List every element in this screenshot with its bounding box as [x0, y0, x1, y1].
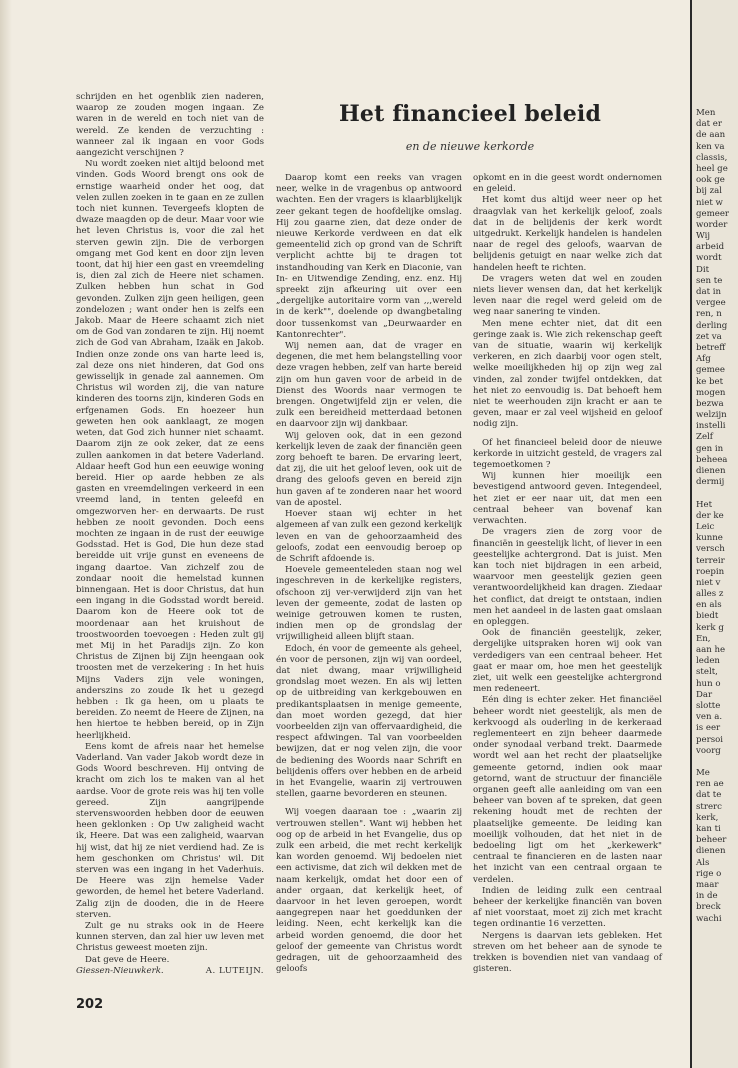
next-page-fragment: dat te — [696, 790, 722, 801]
next-page-fragment: beheer — [696, 835, 727, 846]
paragraph: Hoevele gemeenteleden staan nog wel ingeschreven in de kerkelijke registers, ofschoon zij ver-verwijderd zijn van het leven der gemeente, zodat de lasten op weinige getrouwen komen te rusten, indien men op de grondslag der vrijwilligheid alleen blijft staan. — [276, 565, 462, 643]
next-page-fragment — [696, 757, 729, 768]
next-page-fragment: voorg — [696, 745, 721, 756]
next-page-fragment: instelli — [696, 421, 726, 432]
paragraph: Zult ge nu straks ook in de Heere kunnen sterven, dan zal hier uw leven met Christus geweest moeten zijn. — [76, 921, 264, 954]
next-page-fragment: Dar — [696, 689, 713, 700]
paragraph: schrijden en het ogenblik zien naderen, waarop ze zouden mogen ingaan. Ze waren in de wereld en toch niet van de wereld. Ze kenden de verzuchting : wanneer zal ik ingaan en voor Gods aangezicht verschijnen ? — [76, 92, 264, 159]
next-page-fragment: der ke — [696, 510, 724, 521]
next-page-fragment: persoi — [696, 734, 724, 745]
paragraph: Dat geve de Heere. — [85, 954, 170, 965]
next-page-fragment: gen in — [696, 443, 724, 454]
next-page-fragment: Leic — [696, 521, 715, 532]
next-page-fragment: Men — [696, 108, 716, 118]
next-page-fragment: breck — [696, 902, 721, 913]
paragraph: Wij kunnen hier moeilijk een bevestigend antwoord geven. Integendeel, het ziet er eer naar uit, dat men een centraal beheer van bovenaf kan verwachten. — [473, 471, 662, 527]
paragraph: opkomt en in die geest wordt ondernomen en geleid. — [473, 173, 662, 195]
next-page-fragment: En, — [696, 633, 711, 644]
next-page-fragment: gemeer — [696, 208, 730, 219]
next-page-fragment: dat in — [696, 287, 722, 297]
next-page-fragment: alles z — [696, 589, 724, 600]
next-page-fragment: maar — [696, 879, 719, 890]
next-page-fragment: ook ge — [696, 175, 725, 186]
next-page-fragment: kunne — [696, 533, 723, 544]
next-page-fragment: dienen — [696, 846, 726, 857]
next-page-fragment: welzijn — [696, 410, 727, 421]
next-page-fragment: Me — [696, 768, 710, 779]
next-page-fragment: biedt — [696, 611, 719, 622]
text-column-middle — [276, 173, 462, 975]
next-page-fragment: terreir — [696, 555, 725, 566]
next-page-fragment: dienen — [696, 466, 726, 476]
page-number: 202 — [76, 997, 104, 1012]
next-page-fragment: betreff — [696, 342, 726, 353]
next-page-fragment: de aan — [696, 130, 726, 141]
next-page-fragment: dat er — [696, 119, 723, 130]
next-page-fragment: is eer — [696, 723, 721, 734]
next-page-fragment: mogen — [696, 387, 726, 398]
signature — [76, 966, 264, 977]
article-subtitle: en de nieuwe kerkorde — [405, 140, 535, 153]
next-page-fragment: slotte — [696, 700, 721, 711]
paragraph: Edoch, én voor de gemeente als geheel, én voor de personen, zijn wij van oordeel, dat niet dwang, maar vrijwilligheid grondslag moet wezen. En als wij letten op de uitbreiding van kerkgebouwen en predikantsplaatsen in menige gemeente, dan moet worden gezegd, dat hier voorbeelden zijn van offervaardigheid, die respect afdwingen. Tal van voorbeelden bewijzen, dat er nog velen zijn, die voor de bediening des Woords naar Schrift en belijdenis offers over hebben en de arbeid in het Evangelie, waarin zij vertrouwen stellen, gaarne bevorderen en steunen. — [276, 643, 462, 800]
paragraph: Nu wordt zoeken niet altijd beloond met vinden. Gods Woord brengt ons ook de ernstige waarheid onder het oog, dat velen zullen zoeken in te gaan en ze zullen toch niet kunnen. Tevergeefs klopten de dwaze maagden op de deur. Maar voor wie het leven Christus is, voor die zal het sterven gewin zijn. Die de verborgen omgang met God kent en door zijn leven toont, dat hij hier een gast en vreemdeling is, dien zal zich de Heere niet schamen. Zulken hebben hun schat in God gevonden. Zulken zijn geen heiligen, geen zondelozen ; want onder hen is zelfs een Jakob. Maar de Heere schaamt zich niet om de God van zondaren te zijn. Hij noemt zich de God van Abraham, Izaäk en Jakob. Indien onze zonde ons van harte leed is, zal deze ons niet hinderen, dat God ons gewisselijk in genade zal aannemen. Om Christus wil worden zij, die van nature kinderen des toorns zijn, kinderen Gods en erfgenamen Gods. En hoezeer hun geweten hen ook aanklaagt, ze mogen weten, dat God zich hunner niet schaamt. Daarom zijn ze ook zeker, dat ze eens zullen aankomen in dat betere Vaderland. Aldaar heeft God hun een eeuwige woning bereid. Hier op aarde hebben ze als gasten en vreemdelingen verkeerd in een vreemd land, in tenten geleefd en omgezworven her- en derwaarts. De rust hebben ze nooit gevonden. Doch eens mochten ze ingaan in de rust der eeuwige Godsstad. Het is God, Die hun deze stad bereidde uit vrije gunst en eveneens de ingang daartoe. Van zichzelf zou de zondaar nooit die hemelstad kunnen binnengaan. Het is door Christus, dat hun een ingang in die Godsstad wordt bereid. Daarom kon de Heere ook tot de moordenaar aan het kruishout de troostwoorden toevoegen : Heden zult gij met Mij in het Paradijs zijn. Zo kon Christus de Zijnen bij Zijn heengaan ook troosten met de verzekering : In het huis Mijns Vaders zijn vele woningen, anderszins zo zoude Ik het u gezegd hebben : Ik ga heen, om u plaats te bereiden. Zo neemt de Heere de Zijnen, na hen hiertoe te hebben bereid, op in Zijn heerlijkheid. — [76, 159, 264, 741]
paragraph: Men mene echter niet, dat dit een geringe zaak is. Wie zich rekenschap geeft van de situatie, waarin wij kerkelijk verkeren, en zich daarbij voor ogen stelt, welke moeilijkheden hij op zijn weg zal vinden, zal zonder twijfel ontdekken, dat het niet zo eenvoudig is. Dat behoeft hem niet te weerhouden zijn kracht er aan te geven, maar er zal veel wijsheid en geloof nodig zijn. — [473, 318, 662, 430]
next-page-edge — [692, 0, 738, 1068]
next-page-fragment: wordt — [696, 253, 722, 264]
paragraph: Het komt dus altijd weer neer op het draagvlak van het kerkelijk geloof, zoals dat in de belijdenis der kerk wordt uitgedrukt. Kerkelijk handelen is handelen naar de regel des geloofs, waarvan de belijdenis getuigt en naar welke zich dat handelen heeft te richten. — [473, 195, 662, 273]
next-page-fragment: ken va — [696, 141, 725, 152]
next-page-fragment: Dit — [696, 264, 710, 275]
next-page-fragment: ke bet — [696, 376, 724, 387]
page-fold — [0, 0, 12, 1068]
next-page-fragment: en als — [696, 600, 722, 611]
next-page-fragment: gemee — [696, 365, 725, 376]
paragraph: Wij nemen aan, dat de vrager en degenen, die met hem belangstelling voor deze vragen hebben, zelf van harte bereid zijn om hun gaven voor de arbeid in de Dienst des Woords naar vermogen te brengen. Ongetwijfeld zijn er velen, die zulk een bereidheid metterdaad betonen en daarvoor zijn wij dankbaar. — [276, 341, 462, 430]
paragraph: De vragers zien de zorg voor de financiën in geestelijk licht, of liever in een geestelijke achtergrond. Dat is juist. Men kan toch niet bijdragen in een arbeid, waarvoor men geestelijk gezien geen verantwoordelijkheid kan dragen. Ziedaar het conflict, dat dreigt te ontstaan, indien men het aandeel in de lasten gaat omslaan en opleggen. — [473, 527, 662, 627]
next-page-fragment: Als — [696, 857, 710, 868]
next-page-fragment: in de — [696, 891, 718, 902]
next-page-fragment: wachi — [696, 913, 722, 924]
next-page-fragment: stelt, — [696, 667, 718, 678]
next-page-fragment: niet v — [696, 577, 721, 588]
paragraph: Of het financieel beleid door de nieuwe kerkorde in uitzicht gesteld, de vragers zal tegemoetkomen ? — [473, 437, 662, 471]
next-page-fragment: ren ae — [696, 779, 724, 790]
paragraph: Eén ding is echter zeker. Het financiëel beheer wordt niet geestelijk, als men de kerkvoogd als ouderling in de kerkeraad reglementeert en zijn beheer daarmede onder synodaal verband trekt. Daarmede wordt wel aan het recht der plaatselijke gemeente getornd, indien ook maar getornd, want de structuur der financiële organen geeft alle aanleiding om van een beheer van boven af te spreken, dat geen rekening houdt met de rechten der plaatselijke gemeente. De leiding kan moeilijk volhouden, dat het niet in de bedoeling ligt om het „kerkewerk" centraal te financieren en de lasten naar het inzicht van een centraal orgaan te verdelen. — [473, 695, 662, 885]
paragraph: Daarop komt een reeks van vragen neer, welke in de vragenbus op antwoord wachten. Een der vragers is klaarblijkelijk zeer gekant tegen de hoofdelijke omslag. Hij zou gaarne zien, dat deze onder de nieuwe Kerkorde verdween en dat elk gemeentelid zich op grond van de Schrift verplicht achtte bij te dragen tot instandhouding van Kerk en Diaconie, van In- en Uitwendige Zending, enz. enz. Hij spreekt zijn afkeuring uit over een „dergelijke autoritaire vorm van ,,,wereld in de kerk"", doelende op dwangbetaling door tussenkomst van „Deurwaarder en Kantonrechter". — [276, 173, 462, 340]
next-page-fragment: ren, n — [696, 309, 722, 320]
next-page-fragment: bij zal — [696, 186, 723, 197]
next-page-fragment: hun o — [696, 678, 721, 689]
next-page-fragment: zet va — [696, 331, 722, 342]
next-page-text-fragments — [696, 108, 729, 925]
next-page-fragment: Wij — [696, 231, 711, 242]
next-page-fragment: beheea — [696, 454, 728, 465]
next-page-fragment: roepin — [696, 566, 725, 577]
next-page-fragment: dermij — [696, 477, 725, 488]
paragraph: De vragers weten dat wel en zouden niets liever wensen dan, dat het kerkelijk leven naar die regel werd geleid om de weg naar sanering te vinden. — [473, 273, 662, 318]
signature-place: Giessen-Nieuwkerk. — [76, 965, 164, 976]
paragraph: Nergens is daarvan iets gebleken. Het streven om het beheer aan de synode te trekken is bovendien niet van vandaag of gisteren. — [473, 930, 662, 975]
text-column-left — [76, 92, 264, 977]
next-page-fragment: Zelf — [696, 432, 713, 443]
next-page-fragment: sen te — [696, 275, 723, 286]
article-title: Het financieel beleid — [338, 101, 602, 127]
next-page-fragment: heel ge — [696, 163, 728, 174]
text-column-right — [473, 173, 662, 975]
paragraph: Ook de financiën geestelijk, zeker, dergelijke uitspraken horen wij ook van verdedigers van een centraal beheer. Het gaat er maar om, hoe men het geestelijk ziet, uit welk een geestelijke achtergrond men redeneert. — [473, 628, 662, 695]
next-page-fragment: derling — [696, 320, 728, 331]
next-page-fragment: rige o — [696, 868, 722, 879]
next-page-fragment: classis, — [696, 152, 728, 163]
paragraph: Wij geloven ook, dat in een gezond kerkelijk leven de zaak der financiën geen zorg behoeft te baren. De ervaring leert, dat zij, die uit het geloof leven, ook uit de drang des geloofs geven en bereid zijn hun gaven af te zonderen naar het woord van de apostel. — [276, 430, 462, 508]
next-page-fragment: arbeid — [696, 242, 725, 253]
next-page-fragment: kerk g — [696, 622, 724, 633]
next-page-fragment: ven a. — [696, 712, 723, 723]
next-page-fragment: kerk, — [696, 812, 719, 823]
next-page-fragment: versch — [696, 544, 725, 555]
next-page-fragment: niet w — [696, 197, 723, 208]
paragraph: Indien de leiding zulk een centraal beheer der kerkelijke financiën van boven af niet voorstaat, moet zij zich met kracht tegen ordinantie 16 verzetten. — [473, 885, 662, 930]
next-page-fragment: kan ti — [696, 824, 721, 834]
next-page-fragment: bezwa — [696, 398, 724, 409]
paragraph: Hoever staan wij echter in het algemeen af van zulk een gezond kerkelijk leven en van de gehoorzaamheid des geloofs, zodat een eenvoudig beroep op de Schrift afdoende is. — [276, 509, 462, 564]
paragraph: Wij voegen daaraan toe : „waarin zij vertrouwen stellen". Want wij hebben het oog op de arbeid in het Evangelie, dus op zulk een arbeid, die met recht kerkelijk kan worden genoemd. Wij bedoelen niet een activisme, dat zich wil dekken met de naam kerkelijk, omdat het door een of ander orgaan, dat kerkelijk heet, of daarvoor in het leven geroepen, wordt aangegrepen naar het goeddunken der leiding. Neen, echt kerkelijk kan die arbeid worden genoemd, die door het geloof der gemeente van Christus wordt gedragen, uit de gehoorzaamheid des geloofs — [276, 807, 462, 975]
next-page-fragment: aan he — [696, 645, 726, 655]
next-page-fragment — [696, 488, 729, 499]
next-page-fragment: vergee — [696, 298, 726, 309]
paragraph: Eens komt de afreis naar het hemelse Vaderland. Van vader Jakob wordt deze in Gods Woord beschreven. Hij ontving de kracht om zich los te maken van al het aardse. Voor de grote reis was hij ten volle gereed. Zijn aangrijpende stervenswoorden hebben door de eeuwen heen geklonken : Op Uw zaligheid wacht ik, Heere. Dat was een zaligheid, waarvan hij wist, dat hij ze niet verdiend had. Ze is hem geschonken om Christus' wil. Dit sterven was een ingang in het Vaderhuis. De Heere was zijn hemelse Vader geworden, de hemel het betere Vaderland. Zalig zijn de dooden, die in de Heere sterven. — [76, 741, 264, 920]
next-page-fragment: worder — [696, 219, 728, 230]
next-page-fragment: Het — [696, 499, 713, 510]
next-page-fragment: leden — [696, 656, 720, 667]
next-page-fragment: Afg — [696, 354, 711, 365]
next-page-fragment: strerc — [696, 801, 722, 812]
signature-author: A. LUTEIJN. — [205, 965, 264, 976]
